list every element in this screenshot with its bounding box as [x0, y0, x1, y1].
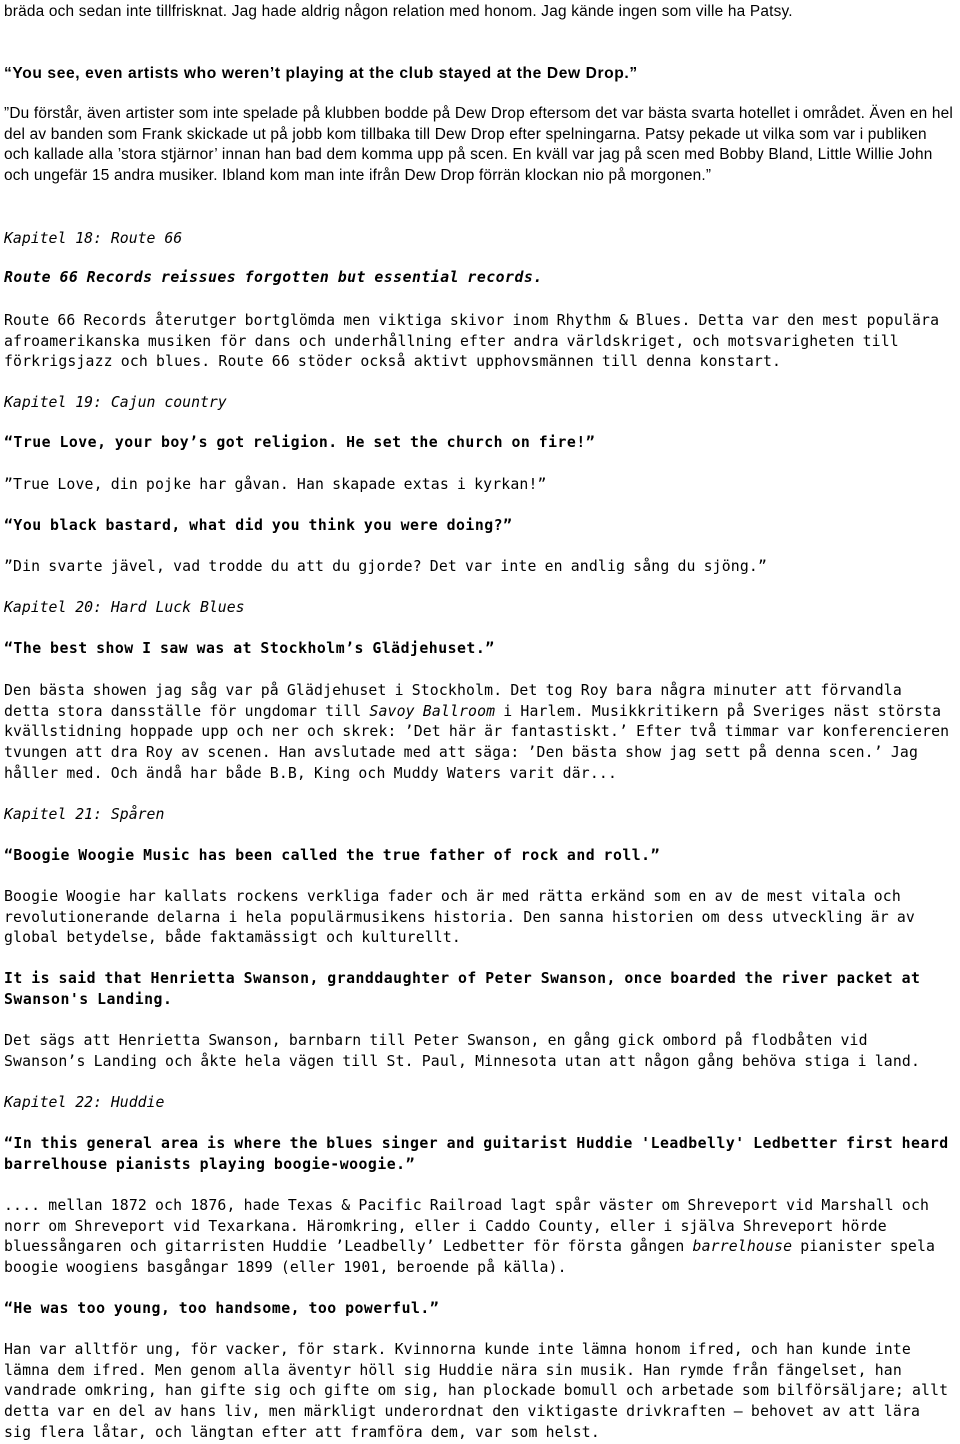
quote-route-66-en-text: Route 66 Records reissues forgotten but essential records. [4, 269, 543, 286]
quote-boogie-woogie-en [4, 846, 954, 867]
paragraph-gladjehuset-sv [4, 681, 954, 785]
quote-best-show-en [4, 639, 954, 660]
chapter-heading-22-text: Kapitel 22: Huddie [4, 1094, 165, 1111]
paragraph-svarte-javel-sv [4, 557, 954, 578]
chapter-heading-18-text: Kapitel 18: Route 66 [4, 230, 183, 247]
paragraph-gladjehuset-sv-text: Savoy Ballroom [369, 702, 496, 720]
chapter-heading-21-text: Kapitel 21: Spåren [4, 806, 165, 823]
paragraph-true-love-sv-text: ”True Love, din pojke har gåvan. Han skapade extas i kyrkan!” [4, 476, 547, 493]
quote-route-66-en [4, 268, 954, 289]
paragraph-henrietta-sv-text: Det sägs att Henrietta Swanson, barnbarn till Peter Swanson, en gång gick ombord på flodbåten vid Swanson’s Landing och åkte hela vägen till St. Paul, Minnesota utan att någon gång behöva stiga i land. [4, 1032, 921, 1070]
quote-true-love-en [4, 433, 954, 454]
quote-dew-drop-en [4, 64, 954, 85]
quote-too-young-en-text: “He was too young, too handsome, too powerful.” [4, 1300, 440, 1317]
paragraph-boogie-woogie-sv-text: Boogie Woogie har kallats rockens verkliga fader och är med rätta erkänd som en av de mest vitala och revolutionerande delarna i hela populärmusikens historia. Den sanna historien om dess utveckling är av global betydelse, både faktamässigt och kulturellt. [4, 888, 915, 947]
paragraph-henrietta-sv [4, 1031, 954, 1072]
paragraph-too-young-sv-text: Han var alltför ung, för vacker, för stark. Kvinnorna kunde inte lämna honom ifred, och han kunde inte lämna dem ifred. Men genom alla äventyr höll sig Huddie nära sin musik. Han rymde från fängelset, han vandrade omkring, han gifte sig och gifte om sig, han plockade bomull och arbetade som bilförsäljare; allt detta var en del av hans liv, men märkligt underordnat den viktigaste drivkraften — behovet av att lära sig flera låtar, och längtan efter att framföra dem, var som helst. [4, 1341, 949, 1441]
paragraph-patsy-intro-end-text: bräda och sedan inte tillfrisknat. Jag hade aldrig någon relation med honom. Jag kände ingen som ville ha Patsy. [4, 3, 793, 20]
quote-boogie-woogie-en-text: “Boogie Woogie Music has been called the true father of rock and roll.” [4, 847, 661, 864]
quote-best-show-en-text: “The best show I saw was at Stockholm’s Glädjehuset.” [4, 640, 495, 657]
paragraph-dew-drop-sv-text: ”Du förstår, även artister som inte spelade på klubben bodde på Dew Drop eftersom det var bästa svarta hotellet i området. Även en hel del av banden som Frank skickade ut på jobb kom tillbaka till Dew Drop efter spelningarna. Patsy pekade ut vilka som var i publiken och kallade alla ’stora stjärnor’ innan han bad dem komma upp på scen. En kväll var jag på scen med Bobby Bland, Little Willie John och ungefär 15 andra musiker. Ibland kom man inte ifrån Dew Drop förrän klockan nio på morgonen.” [4, 105, 954, 185]
chapter-heading-22 [4, 1093, 954, 1114]
chapter-heading-18 [4, 229, 954, 250]
quote-leadbelly-en-text: “In this general area is where the blues singer and guitarist Huddie 'Leadbelly' Ledbetter first heard barrelhouse pianists playing boogie-woogie.” [4, 1135, 949, 1173]
quote-too-young-en [4, 1299, 954, 1320]
paragraph-route-66-sv-text: Route 66 Records återutger bortglömda men viktiga skivor inom Rhythm & Blues. Detta var den mest populära afroamerikanska musiken för dans och underhållning efter andra världskriget, och motsvarigheten till förkrigsjazz och blues. Route 66 stöder också aktivt upphovsmännen till denna konstart. [4, 312, 940, 371]
chapter-heading-19 [4, 393, 954, 414]
quote-leadbelly-en [4, 1134, 954, 1175]
quote-true-love-en-text: “True Love, your boy’s got religion. He set the church on fire!” [4, 434, 596, 451]
chapter-heading-20 [4, 598, 954, 619]
quote-henrietta-en-text: It is said that Henrietta Swanson, granddaughter of Peter Swanson, once boarded the river packet at Swanson's Landing. [4, 970, 921, 1008]
quote-dew-drop-en-text: “You see, even artists who weren’t playing at the club stayed at the Dew Drop.” [4, 65, 638, 82]
paragraph-gladjehuset-sv-text: i Harlem. Musikkritikern på Sveriges näst största kvällstidning hoppade upp och ner och skrek: ’Det här är fantastiskt.’ Efter två timmar var konferencieren tvungen att dra Roy av scenen. Han avslutade med att säga: ’Den bästa show jag sett på denna scen.’ Jag håller med. Och ändå har både B.B, King och Muddy Waters varit där... [4, 702, 950, 782]
paragraph-gladjehuset-sv-text: Den bästa showen jag såg var på Glädjehuset i Stockholm. Det tog Roy bara några minuter att förvandla detta stora dansställe för ungdomar till [4, 682, 902, 720]
chapter-heading-20-text: Kapitel 20: Hard Luck Blues [4, 599, 245, 616]
paragraph-boogie-woogie-sv [4, 887, 954, 949]
paragraph-too-young-sv [4, 1340, 954, 1444]
paragraph-true-love-sv [4, 475, 954, 496]
chapter-heading-19-text: Kapitel 19: Cajun country [4, 394, 227, 411]
paragraph-leadbelly-sv-text: .... mellan 1872 och 1876, hade Texas & Pacific Railroad lagt spår väster om Shreveport vid Marshall och norr om Shreveport vid Texarkana. Häromkring, eller i Caddo County, eller i själva Shreveport hörde bluessångaren och gitarristen Huddie ’Leadbelly’ Ledbetter för första gången [4, 1197, 930, 1256]
paragraph-route-66-sv [4, 311, 954, 373]
paragraph-leadbelly-sv [4, 1196, 954, 1279]
quote-henrietta-en [4, 969, 954, 1010]
paragraph-patsy-intro-end [4, 2, 954, 23]
paragraph-leadbelly-sv-text: barrelhouse [692, 1238, 793, 1256]
paragraph-leadbelly-sv-text: pianister spela boogie woogiens basgångar 1899 (eller 1901, beroende på källa). [4, 1238, 936, 1277]
quote-black-bastard-en [4, 516, 954, 537]
chapter-heading-21 [4, 805, 954, 826]
paragraph-dew-drop-sv [4, 104, 954, 187]
quote-black-bastard-en-text: “You black bastard, what did you think you were doing?” [4, 517, 513, 534]
paragraph-svarte-javel-sv-text: ”Din svarte jävel, vad trodde du att du gjorde? Det var inte en andlig sång du sjöng.” [4, 558, 768, 575]
